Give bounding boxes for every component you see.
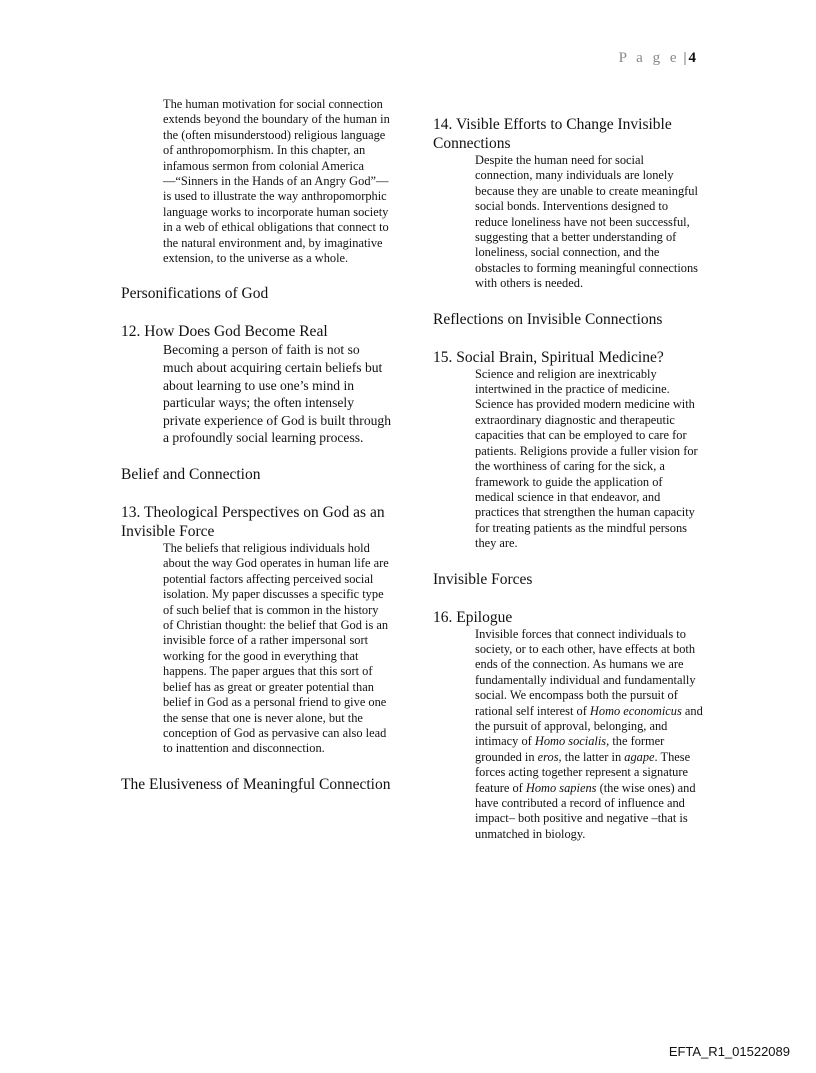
intro-paragraph: The human motivation for social connection extends beyond the boundary of the human in the (often misunderstood) religious language of anthropomorphism. In this chapter, an infamous sermon from colonial America—“Sinners in the Hands of an Angry God”—is used to illustrate the way anthropomorphic language works to incorporate human society in a web of ethical obligations that connect to the natural environment and, by imaginative extension, to the universe as a whole. <box>163 97 390 266</box>
ch16-text-3: the former grounded in <box>475 734 665 764</box>
ch16-text-1: Invisible forces that connect individuals to society, or to each other, have effects at both ends of the connection. As humans we are fundamentally individual and fundamentally social. We encompass both the pursuit of rational self interest of <box>475 626 696 718</box>
chapter-16-title: 16. Epilogue <box>433 608 513 626</box>
section-heading-belief: Belief and Connection <box>121 466 261 484</box>
chapter-16-description <box>433 627 703 843</box>
section-heading-reflections: Reflections on Invisible Connections <box>433 310 663 328</box>
ch16-text-5: . These forces acting together represent a signature feature of <box>475 749 691 795</box>
ch16-italic-eros: eros, <box>537 749 562 764</box>
chapter-13-description: The beliefs that religious individuals hold about the way God operates in human life are potential factors affecting perceived social isolation. My paper discusses a specific type of such belief that is common in the history of Christian thought: the belief that God is an invisible force of a rather impersonal sort working for the good in everything that happens. The paper argues that this sort of belief has as great or greater potential than belief in God as a personal friend to give one the sense that one is never alone, but the conception of God as pervasive can also lead to inattention and disconnection. <box>163 541 389 756</box>
chapter-14-title: 14. Visible Efforts to Change Invisible Connections <box>433 116 672 152</box>
page-separator: | <box>683 50 687 66</box>
ch16-text-2: and the pursuit of approval, belonging, and intimacy of <box>475 703 703 749</box>
chapter-15-description: Science and religion are inextricably intertwined in the practice of medicine. Science has provided modern medicine with extraordinary diagnostic and therapeutic capacities that can be employed to care for patients. Religions provide a fuller vision for the worthiness of caring for the sick, a framework to guide the application of medical science in that endeavor, and practices that strengthen the human capacity for treating patients as the mindful persons they are. <box>475 366 698 551</box>
ch16-text-4: the latter in <box>561 749 625 764</box>
page-number: 4 <box>688 50 696 66</box>
ch16-italic-homo-sapiens: Homo sapiens <box>525 780 597 795</box>
chapter-12-description: Becoming a person of faith is not so much about acquiring certain beliefs but about learning to use one’s mind in particular ways; the often intensely private experience of God is built through a profoundly social learning process. <box>163 342 392 446</box>
page-label: P a g e <box>618 50 680 66</box>
ch16-italic-homo-socialis: Homo socialis, <box>534 734 610 749</box>
ch16-text-6: (the wise ones) and have contributed a record of influence and impact– both positive and negative –that is unmatched in biology. <box>475 780 696 841</box>
section-heading-invisible-forces: Invisible Forces <box>433 570 533 588</box>
left-column <box>121 97 391 794</box>
page-header <box>619 50 696 67</box>
chapter-12-title: 12. How Does God Become Real <box>121 323 328 341</box>
chapter-15-title: 15. Social Brain, Spiritual Medicine? <box>433 348 664 366</box>
document-id: EFTA_R1_01522089 <box>668 1044 790 1059</box>
chapter-13-title: 13. Theological Perspectives on God as an Invisible Force <box>121 504 385 541</box>
right-column <box>433 115 703 842</box>
ch16-italic-agape: agape <box>624 749 655 764</box>
section-heading-elusiveness: The Elusiveness of Meaningful Connection <box>121 775 391 793</box>
chapter-14-description: Despite the human need for social connection, many individuals are lonely because they are unable to create meaningful social bonds. Interventions designed to reduce loneliness have not been successful, suggesting that a better understanding of loneliness, social connection, and the obstacles to forming meaningful connections with others is needed. <box>475 153 698 291</box>
section-heading-personifications: Personifications of God <box>121 285 269 303</box>
ch16-italic-homo-economicus: Homo economicus <box>589 703 682 718</box>
